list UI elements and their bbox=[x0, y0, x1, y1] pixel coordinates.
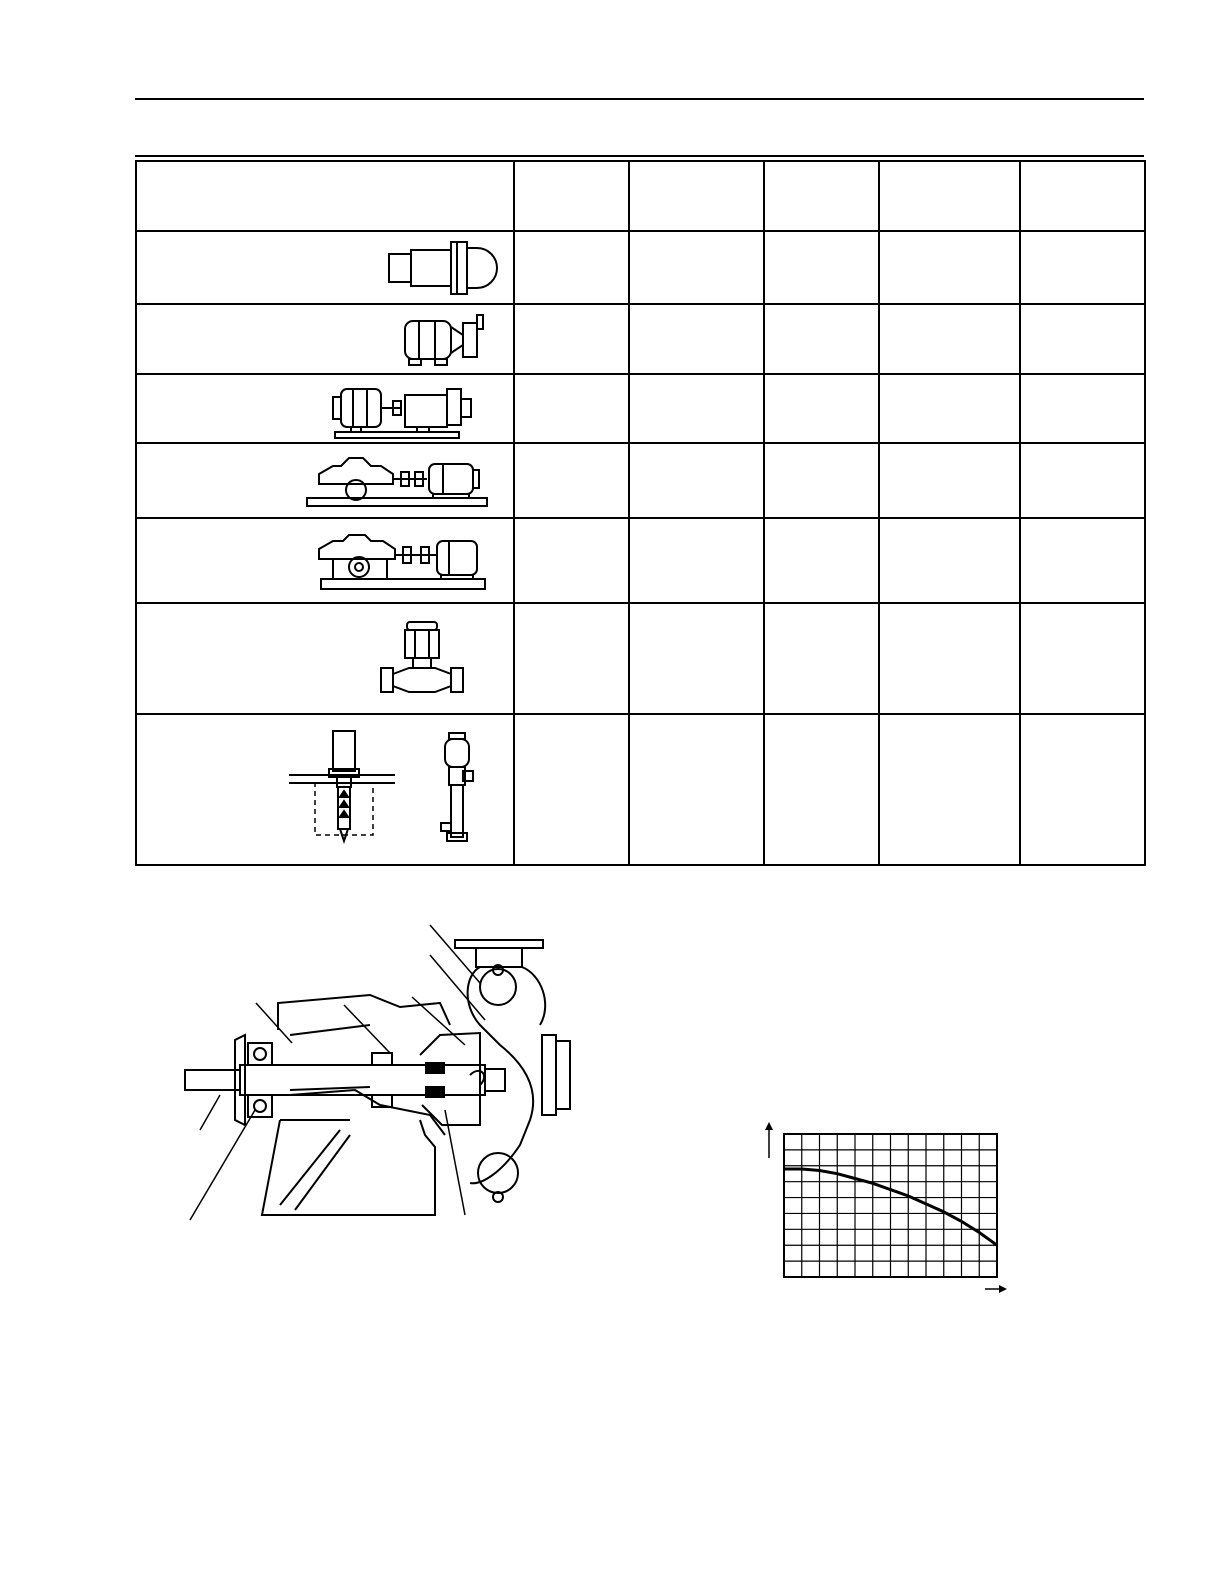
table-cell bbox=[879, 231, 1020, 304]
pump-type-table bbox=[135, 160, 1146, 866]
frame-mounted-pump-icon bbox=[137, 375, 515, 444]
table-cell bbox=[1020, 374, 1145, 443]
header-rule bbox=[135, 98, 1144, 100]
header-cell bbox=[514, 161, 629, 231]
pump-type-cell bbox=[136, 443, 514, 518]
pump-cross-section-icon bbox=[180, 915, 600, 1235]
table-cell bbox=[1020, 518, 1145, 603]
pump-type-cell bbox=[136, 374, 514, 443]
table-row bbox=[136, 443, 1145, 518]
chart-grid bbox=[784, 1134, 997, 1277]
table-cell bbox=[514, 304, 629, 374]
table-cell bbox=[514, 374, 629, 443]
vertical-inline-pump-icon bbox=[137, 604, 515, 715]
table-cell bbox=[764, 714, 879, 865]
split-case-pump-icon bbox=[137, 444, 515, 519]
table-row bbox=[136, 304, 1145, 374]
table-cell bbox=[879, 374, 1020, 443]
table-cell bbox=[514, 518, 629, 603]
table-cell bbox=[879, 603, 1020, 714]
y-axis-arrowhead-icon bbox=[765, 1122, 773, 1130]
table-cell bbox=[629, 603, 764, 714]
double-suction-split-case-icon bbox=[137, 519, 515, 604]
close-coupled-pump-icon bbox=[137, 232, 515, 305]
close-coupled-motor-pump-icon bbox=[137, 305, 515, 375]
table-cell bbox=[764, 304, 879, 374]
table-cell bbox=[629, 518, 764, 603]
table-cell bbox=[879, 518, 1020, 603]
table-cell bbox=[1020, 231, 1145, 304]
table-row bbox=[136, 374, 1145, 443]
table-cell bbox=[764, 374, 879, 443]
table-cell bbox=[764, 603, 879, 714]
table-cell bbox=[879, 443, 1020, 518]
table-cell bbox=[514, 603, 629, 714]
table-row bbox=[136, 231, 1145, 304]
table-top-rule bbox=[135, 155, 1144, 157]
table-cell bbox=[879, 714, 1020, 865]
header-cell bbox=[136, 161, 514, 231]
vertical-turbine-pump-icon bbox=[137, 715, 515, 866]
table-cell bbox=[1020, 443, 1145, 518]
table-row bbox=[136, 518, 1145, 603]
table-cell bbox=[764, 518, 879, 603]
table-cell bbox=[764, 231, 879, 304]
header-cell bbox=[764, 161, 879, 231]
header-cell bbox=[879, 161, 1020, 231]
header-cell bbox=[629, 161, 764, 231]
table-cell bbox=[514, 714, 629, 865]
table-cell bbox=[629, 231, 764, 304]
table-cell bbox=[764, 443, 879, 518]
table-cell bbox=[1020, 603, 1145, 714]
table-cell bbox=[629, 714, 764, 865]
pump-type-cell bbox=[136, 603, 514, 714]
header-cell bbox=[1020, 161, 1145, 231]
pump-type-cell bbox=[136, 304, 514, 374]
table-cell bbox=[1020, 304, 1145, 374]
table-row bbox=[136, 603, 1145, 714]
pump-curve-icon bbox=[755, 1118, 1015, 1298]
x-axis-arrowhead-icon bbox=[999, 1285, 1007, 1293]
pump-type-cell bbox=[136, 714, 514, 865]
table-cell bbox=[1020, 714, 1145, 865]
pump-type-cell bbox=[136, 518, 514, 603]
table-cell bbox=[629, 443, 764, 518]
table-row bbox=[136, 714, 1145, 865]
table-cell bbox=[514, 231, 629, 304]
table-cell bbox=[514, 443, 629, 518]
table-header-row bbox=[136, 161, 1145, 231]
table-cell bbox=[629, 374, 764, 443]
pump-type-cell bbox=[136, 231, 514, 304]
table-cell bbox=[879, 304, 1020, 374]
table-cell bbox=[629, 304, 764, 374]
